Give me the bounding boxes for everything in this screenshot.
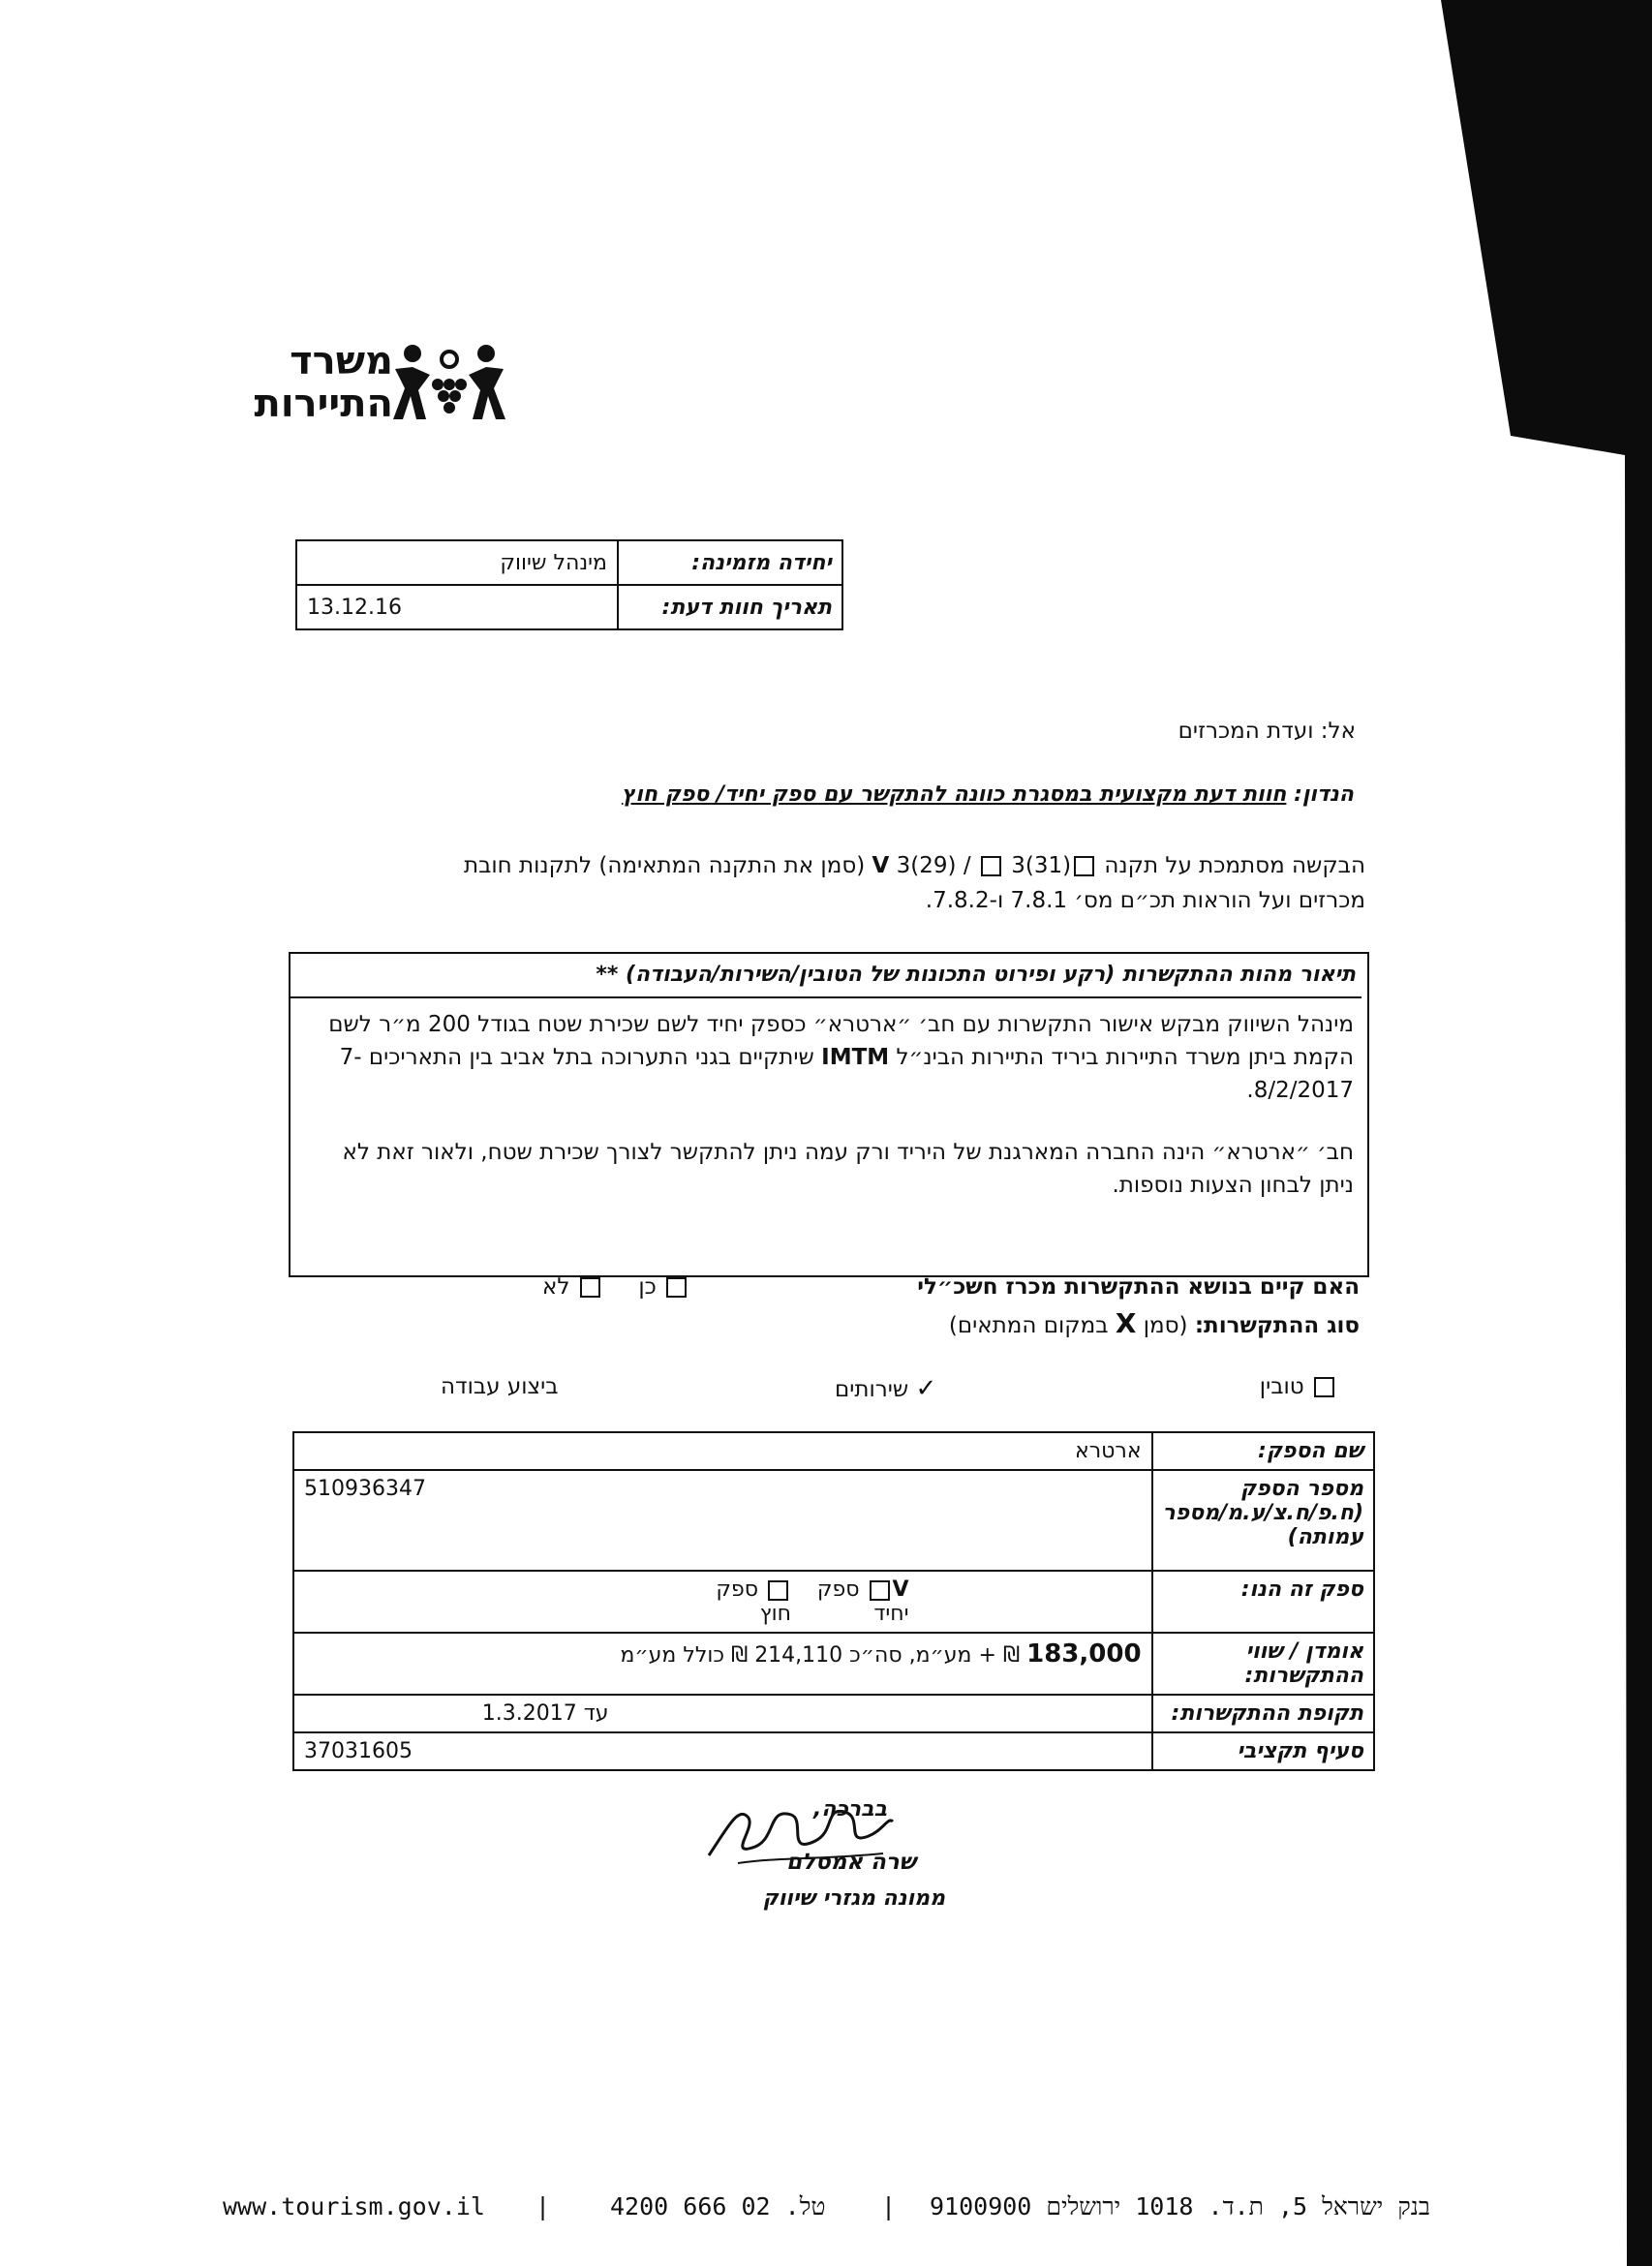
type-question-hint-a: (סמן (1143, 1313, 1188, 1338)
signature-title: ממונה מגזרי שיווק (762, 1886, 945, 1911)
addressee: אל: ועדת המכרזים (1178, 719, 1356, 744)
separator: / (963, 853, 971, 878)
tender-no-label: לא (542, 1274, 570, 1300)
supplier-name-row (293, 1432, 1374, 1470)
type-services (835, 1374, 936, 1403)
subject-text: חוות דעת מקצועית במסגרת כוונה להתקשר עם ספק יחיד/ ספק חוץ (621, 782, 1287, 807)
supplier-number-value: 510936347 (293, 1470, 1152, 1571)
supplier-number-label: מספר הספק (ח.פ/ח.צ/ע.מ/מספר עמותה) (1152, 1470, 1374, 1571)
header-row-date (296, 585, 842, 629)
tender-yes-checkbox[interactable] (666, 1277, 687, 1298)
logo-line-1: משרד (290, 339, 393, 383)
logo-figures-icon (389, 342, 509, 431)
regulation-3-29-label: 3(29) (896, 853, 957, 878)
estimate-amount: 183,000 (1026, 1639, 1142, 1669)
regulation-3-29-checkbox[interactable] (1074, 856, 1094, 876)
type-question (949, 1307, 1360, 1339)
description-paragraph-1 (304, 1008, 1354, 1107)
type-question-hint-b: במקום המתאים) (948, 1313, 1109, 1338)
goods-label: טובין (1259, 1374, 1304, 1399)
type-question-x: X (1115, 1307, 1137, 1339)
signature-greeting: בברכה, (812, 1797, 887, 1822)
kind-foreign-label: ספק חוץ (716, 1577, 792, 1626)
request-text-3: מכרזים ועל הוראות תכ״ם מס׳ 7.8.1 ו-7.8.2. (925, 888, 1365, 913)
request-paragraph (281, 848, 1365, 918)
estimate-rest: ₪ + מע״מ, סה״כ 214,110 ₪ כולל מע״מ (620, 1643, 1021, 1668)
tender-no-checkbox[interactable] (580, 1277, 600, 1298)
unit-label: יחידה מזמינה: (618, 540, 842, 585)
regulation-3-31-label: 3(31) (1011, 853, 1072, 878)
date-value: 13.12.16 (296, 585, 618, 629)
description-p1-a: מינהל השיווק מבקש אישור התקשרות עם חב׳ ״ארטרא״ כספק יחיד לשם שכירת שטח בגודל 200 מ״ר לשם הקמת ביתן משרד התיירות ביריד התיירות הבינ״ל (328, 1012, 1354, 1070)
supplier-table (292, 1431, 1375, 1771)
kind-foreign-checkbox[interactable] (768, 1580, 788, 1601)
supplier-kind-row (293, 1571, 1374, 1633)
request-text-1: הבקשה מסתמכת על תקנה (1104, 853, 1365, 878)
date-label: תאריך חוות דעת: (618, 585, 842, 629)
kind-single-label: ספק יחיד (816, 1577, 909, 1626)
period-value: עד 1.3.2017 (293, 1695, 1152, 1732)
description-paragraph-2: חב׳ ״ארטרא״ הינה החברה המארגנת של היריד ורק עמה ניתן להתקשר לצורך שכירת שטח, ולאור זאת לא ניתן לבחון הצעות נוספות. (342, 1140, 1354, 1198)
supplier-name-value: ארטרא (293, 1432, 1152, 1470)
budget-value: 37031605 (293, 1732, 1152, 1770)
tender-answers (542, 1274, 689, 1300)
budget-row (293, 1732, 1374, 1770)
kind-single-checkbox[interactable] (870, 1580, 890, 1601)
footer-separator: | (881, 2192, 897, 2220)
footer-phone: טל. 02 666 4200 (610, 2192, 826, 2220)
subject-lead: הנדון: (1294, 782, 1354, 807)
description-box (289, 952, 1369, 1277)
kind-single-v: V (892, 1577, 909, 1602)
description-p1-bold: IMTM (821, 1045, 890, 1070)
supplier-number-row (293, 1470, 1374, 1571)
header-box (295, 539, 843, 630)
estimate-label: אומדן / שווי ההתקשרות: (1152, 1633, 1374, 1695)
supplier-name-label: שם הספק: (1152, 1432, 1374, 1470)
estimate-row (293, 1633, 1374, 1695)
type-work: ביצוע עבודה (441, 1374, 559, 1399)
footer-separator: | (535, 2192, 551, 2220)
header-row-unit (296, 540, 842, 585)
period-label: תקופת ההתקשרות: (1152, 1695, 1374, 1732)
services-check-icon: ✓ (915, 1374, 937, 1403)
subject-line (622, 782, 1354, 807)
description-p1-b: שיתקיים בגני התערוכה בתל אביב בין התאריכים 7-8/2/2017. (339, 1045, 1354, 1103)
logo-line-2: התיירות (254, 382, 393, 426)
type-question-label: סוג ההתקשרות: (1194, 1313, 1360, 1338)
unit-value: מינהל שיווק (296, 540, 618, 585)
period-row (293, 1695, 1374, 1732)
footer-website: www.tourism.gov.il (223, 2192, 485, 2220)
kind-foreign-option (691, 1577, 791, 1626)
tender-yes-label: כן (638, 1274, 657, 1300)
services-label: שירותים (835, 1377, 909, 1402)
type-goods (1260, 1374, 1337, 1399)
description-heading: תיאור מהות ההתקשרות (רקע ופירוט התכונות של הטובין/השירות/העבודה) ** (291, 954, 1361, 998)
v-mark: V (872, 853, 890, 878)
regulation-3-31-checkbox[interactable] (981, 856, 1001, 876)
budget-label: סעיף תקציבי (1152, 1732, 1374, 1770)
ministry-logo (199, 334, 509, 431)
tender-question: האם קיים בנושא ההתקשרות מכרז חשכ״לי (917, 1274, 1360, 1300)
supplier-kind-label: ספק זה הנו: (1152, 1571, 1374, 1633)
footer-address: בנק ישראל 5, ת.ד. 1018 ירושלים 9100900 (930, 2192, 1430, 2220)
goods-checkbox[interactable] (1314, 1377, 1334, 1397)
kind-single-option (791, 1577, 909, 1626)
description-body (304, 1008, 1354, 1231)
signature-name: שרה אמסלם (786, 1850, 916, 1875)
request-text-2: (סמן את התקנה המתאימה) לתקנות חובת (463, 853, 866, 878)
